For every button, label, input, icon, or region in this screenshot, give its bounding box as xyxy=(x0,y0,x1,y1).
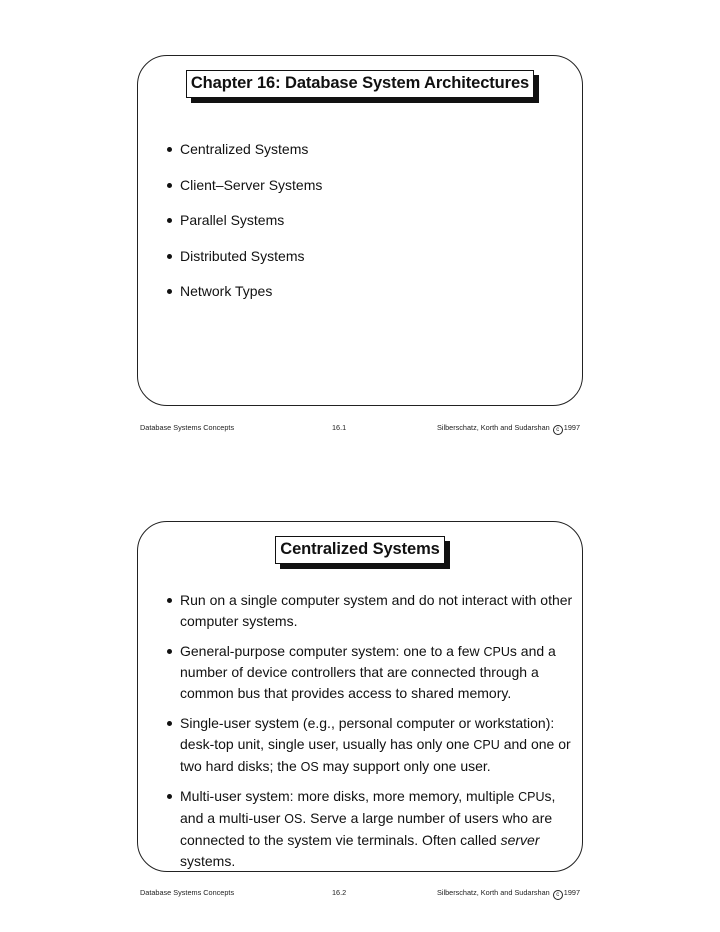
bullet-text: Client–Server Systems xyxy=(180,176,323,193)
bullet-dot-icon xyxy=(167,289,172,294)
footer-authors xyxy=(437,423,580,435)
bullet-dot-icon xyxy=(167,721,172,726)
bullet-dot-icon xyxy=(167,794,172,799)
bullet-acronym: OS xyxy=(300,759,319,774)
footer-page-number: 16.2 xyxy=(332,888,347,897)
bullet-text: s and a number of device controllers that are connected through a common bus that provides access to shared memory. xyxy=(180,642,556,702)
bullet-text: Run on a single computer system and do not interact with other computer systems. xyxy=(180,592,573,629)
bullet-acronym: CPU xyxy=(518,790,545,805)
footer-page-number: 16.1 xyxy=(332,423,347,432)
bullet-text: Centralized Systems xyxy=(180,141,309,157)
slide-1-bullet-list xyxy=(165,140,322,318)
bullet-text: Parallel Systems xyxy=(180,212,285,228)
bullet-text: Network Types xyxy=(180,283,273,299)
bullet-acronym: CPU xyxy=(483,644,510,659)
slide-1-title-wrap xyxy=(138,70,582,98)
footer-authors xyxy=(437,888,580,900)
bullet-item xyxy=(165,282,322,318)
slide-2 xyxy=(137,521,583,872)
bullet-item xyxy=(165,641,575,704)
slide-2-title: Centralized Systems xyxy=(275,536,445,564)
bullet-text: Distributed Systems xyxy=(180,247,305,264)
slide-2-title-wrap xyxy=(138,536,582,564)
copyright-icon: c xyxy=(553,425,563,435)
footer-book-title: Database Systems Concepts xyxy=(140,888,235,897)
bullet-dot-icon xyxy=(167,147,172,152)
bullet-item xyxy=(165,713,575,777)
copyright-icon: c xyxy=(553,890,563,900)
bullet-item xyxy=(165,786,575,871)
bullet-dot-icon xyxy=(167,254,172,259)
bullet-text: systems. xyxy=(180,852,236,869)
bullet-dot-icon xyxy=(167,598,172,603)
bullet-item xyxy=(165,247,322,283)
footer-year: 1997 xyxy=(563,423,580,432)
bullet-item xyxy=(165,211,322,247)
footer-authors-text: Silberschatz, Korth and Sudarshan xyxy=(436,888,550,897)
footer-year: 1997 xyxy=(563,888,580,897)
bullet-dot-icon xyxy=(167,649,172,654)
bullet-emphasis: server xyxy=(500,831,540,848)
bullet-text: Multi-user system: more disks, more memory, multiple xyxy=(180,788,519,805)
bullet-text: General-purpose computer system: one to a few xyxy=(180,642,484,659)
bullet-item xyxy=(165,140,322,176)
bullet-text: and one or two hard disks; the xyxy=(180,735,571,774)
bullet-item xyxy=(165,176,322,212)
bullet-text: Single-user system (e.g., personal computer or workstation): desk-top unit, single user, usually has only one xyxy=(180,714,555,752)
slide-1 xyxy=(137,55,583,406)
footer-authors-text: Silberschatz, Korth and Sudarshan xyxy=(436,423,550,432)
footer-book-title: Database Systems Concepts xyxy=(140,423,235,432)
bullet-acronym: CPU xyxy=(473,737,500,752)
bullet-item xyxy=(165,590,575,632)
slide-2-bullet-list xyxy=(165,590,575,881)
bullet-dot-icon xyxy=(167,183,172,188)
slide-1-title: Chapter 16: Database System Architectures xyxy=(186,70,534,98)
bullet-acronym: OS xyxy=(284,812,303,827)
slide-1-footer xyxy=(140,423,580,435)
slide-2-footer xyxy=(140,888,580,900)
bullet-text: s, and a multi-user xyxy=(180,788,556,827)
bullet-dot-icon xyxy=(167,218,172,223)
bullet-text: . Serve a large number of users who are connected to the system vie terminals. Often called xyxy=(180,810,553,848)
bullet-text: may support only one user. xyxy=(318,757,491,774)
